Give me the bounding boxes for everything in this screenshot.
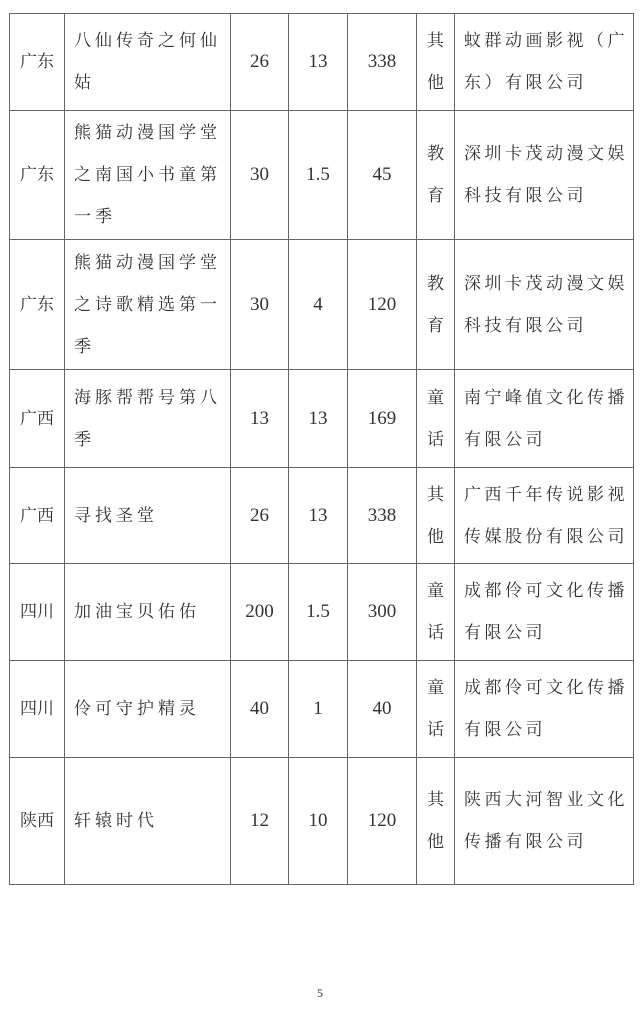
cell-title: 寻找圣堂 <box>65 468 231 564</box>
cell-category: 童话 <box>417 564 455 661</box>
table-row <box>10 111 634 240</box>
cell-total: 120 <box>348 240 417 370</box>
cell-total: 40 <box>348 661 417 758</box>
cell-title: 轩辕时代 <box>65 758 231 885</box>
cell-total: 45 <box>348 111 417 240</box>
cell-province: 广西 <box>10 468 65 564</box>
animation-list-table <box>9 13 634 885</box>
cell-minutes: 13 <box>289 370 348 468</box>
cell-category: 其他 <box>417 758 455 885</box>
cell-company: 蚊群动画影视（广东）有限公司 <box>455 14 634 111</box>
table-row <box>10 661 634 758</box>
cell-title: 熊猫动漫国学堂之诗歌精选第一季 <box>65 240 231 370</box>
table-row <box>10 468 634 564</box>
cell-title: 熊猫动漫国学堂之南国小书童第一季 <box>65 111 231 240</box>
cell-title: 八仙传奇之何仙姑 <box>65 14 231 111</box>
cell-company: 成都伶可文化传播有限公司 <box>455 661 634 758</box>
cell-province: 广东 <box>10 14 65 111</box>
cell-company: 成都伶可文化传播有限公司 <box>455 564 634 661</box>
cell-title: 加油宝贝佑佑 <box>65 564 231 661</box>
cell-company: 陕西大河智业文化传播有限公司 <box>455 758 634 885</box>
cell-episodes: 13 <box>231 370 289 468</box>
cell-company: 深圳卡茂动漫文娱科技有限公司 <box>455 111 634 240</box>
cell-episodes: 30 <box>231 240 289 370</box>
cell-category: 童话 <box>417 661 455 758</box>
cell-province: 广东 <box>10 240 65 370</box>
cell-episodes: 30 <box>231 111 289 240</box>
cell-company: 深圳卡茂动漫文娱科技有限公司 <box>455 240 634 370</box>
table-row <box>10 564 634 661</box>
cell-province: 广西 <box>10 370 65 468</box>
table-row <box>10 758 634 885</box>
cell-minutes: 13 <box>289 468 348 564</box>
table-row <box>10 370 634 468</box>
cell-minutes: 1 <box>289 661 348 758</box>
cell-minutes: 1.5 <box>289 111 348 240</box>
cell-episodes: 200 <box>231 564 289 661</box>
cell-episodes: 26 <box>231 468 289 564</box>
cell-episodes: 40 <box>231 661 289 758</box>
table-row <box>10 14 634 111</box>
cell-episodes: 26 <box>231 14 289 111</box>
cell-province: 陕西 <box>10 758 65 885</box>
cell-category: 教育 <box>417 111 455 240</box>
table-row <box>10 240 634 370</box>
cell-minutes: 1.5 <box>289 564 348 661</box>
cell-category: 其他 <box>417 14 455 111</box>
cell-minutes: 4 <box>289 240 348 370</box>
cell-title: 伶可守护精灵 <box>65 661 231 758</box>
page-number: 5 <box>317 986 323 1000</box>
cell-total: 120 <box>348 758 417 885</box>
cell-company: 广西千年传说影视传媒股份有限公司 <box>455 468 634 564</box>
cell-total: 338 <box>348 14 417 111</box>
cell-category: 教育 <box>417 240 455 370</box>
cell-total: 300 <box>348 564 417 661</box>
cell-province: 广东 <box>10 111 65 240</box>
cell-episodes: 12 <box>231 758 289 885</box>
cell-total: 338 <box>348 468 417 564</box>
cell-category: 其他 <box>417 468 455 564</box>
cell-category: 童话 <box>417 370 455 468</box>
cell-minutes: 13 <box>289 14 348 111</box>
cell-province: 四川 <box>10 661 65 758</box>
cell-minutes: 10 <box>289 758 348 885</box>
cell-company: 南宁峰值文化传播有限公司 <box>455 370 634 468</box>
cell-province: 四川 <box>10 564 65 661</box>
cell-title: 海豚帮帮号第八季 <box>65 370 231 468</box>
cell-total: 169 <box>348 370 417 468</box>
